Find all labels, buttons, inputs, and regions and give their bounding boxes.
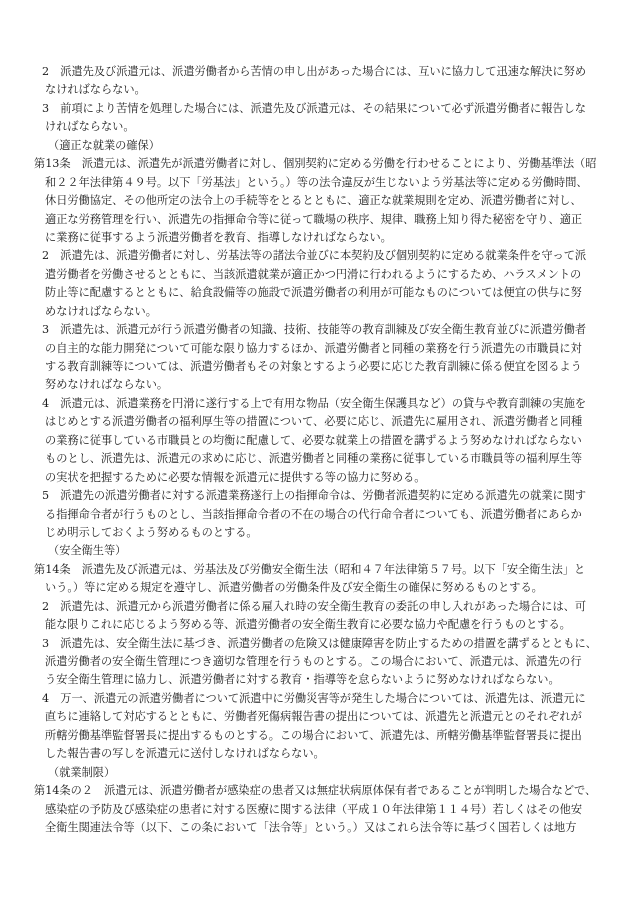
document-line: 休日労働協定、その他所定の法令上の手続等をとるとともに、適正な就業規則を定め、派遣労働者に対し、 [45, 194, 582, 208]
item-first-line: 5 派遣先の派遣労働者に対する派遣業務遂行上の指揮命令は、労働者派遣契約に定める派遣先の就業に関す [42, 489, 587, 503]
item-first-line: 2 派遣先は、派遣元から派遣労働者に係る雇入れ時の安全衛生教育の委託の申し入れがあった場合には、可 [42, 599, 587, 613]
item-first-line: 2 派遣先及び派遣元は、派遣労働者から苦情の申し出があった場合には、互いに協力して迅速な解決に努め [42, 65, 587, 78]
document-line: ものとし、派遣先は、派遣元の求めに応じ、派遣労働者と同種の業務に従事している市職員等の福利厚生等 [45, 452, 583, 466]
document-line: の自主的な能力開発について可能な限り協力するほか、派遣労働者と同種の業務を行う派遣先の市職員に対 [45, 341, 582, 355]
document-line: う安全衛生管理に協力し、派遣労働者に対する教育・指導等を怠らないように努めなければならない。 [45, 673, 560, 687]
article-first-line: 第14条 派遣先及び派遣元は、労基法及び労働安全衛生法（昭和４７年法律第５７号。以下「安全衛生法」と [34, 562, 586, 576]
document-line: する教育訓練等については、派遣労働者もその対象とするよう必要に応じた教育訓練に係る便宜を図るよう [45, 360, 582, 373]
document-line: の実状を把握するために必要な情報を派遣元に提供する等の協力に努める。 [45, 470, 426, 484]
document-line: した報告書の写しを派遣元に送付しなければならない。 [45, 747, 325, 761]
document-line: なければならない。 [45, 83, 146, 97]
item-first-line: 4 派遣元は、派遣業務を円滑に遂行する上で有用な物品（安全衛生保護具など）の貸与や教育訓練の実施を [42, 396, 587, 410]
item-first-line: 3 派遣先は、安全衛生法に基づき、派遣労働者の危険又は健康障害を防止するための措置を講ずるとともに、 [42, 636, 597, 650]
section-heading-line: （適正な就業の確保） [48, 138, 160, 152]
section-heading-line: （安全衛生等） [48, 544, 127, 558]
document-line: 全衛生関連法令等（以下、この条において「法令等」という。）又はこれら法令等に基づく国若しくは地方 [45, 820, 577, 834]
article-first-line: 第14条の２ 派遣元は、派遣労働者が感染症の患者又は無症状病原体保有者であることが判明した場合などで、 [34, 784, 597, 798]
item-first-line: 3 前項により苦情を処理した場合には、派遣先及び派遣元は、その結果について必ず派遣労働者に報告しな [42, 101, 586, 115]
article-first-line: 第13条 派遣元は、派遣先が派遣労働者に対し、個別契約に定める労働を行わせることにより、労働基準法（昭 [34, 157, 597, 171]
document-line: 直ちに連絡して対応するとともに、労働者死傷病報告書の提出については、派遣先と派遣元とのそれぞれが [45, 710, 582, 724]
document-line: いう。）等に定める規定を遵守し、派遣労働者の労働条件及び安全衛生の確保に努めるものとする。 [45, 581, 543, 595]
document-line: 感染症の予防及び感染症の患者に対する医療に関する法律（平成１０年法律第１１４号）若しくはその他安 [45, 802, 583, 816]
document-line: ければならない。 [45, 120, 135, 134]
document-text-body [34, 63, 606, 837]
document-line: めなければならない。 [45, 304, 157, 318]
document-line: に業務に従事するよう派遣労働者を教育、指導しなければならない。 [45, 230, 392, 244]
document-line: じめ明示しておくよう努めるものとする。 [45, 525, 258, 539]
document-line: はじめとする派遣労働者の福利厚生等の措置について、必要に応じ、派遣先に雇用され、派遣労働者と同種 [45, 415, 583, 429]
section-heading-line: （就業制限） [48, 765, 116, 779]
document-line: の業務に従事している市職員との均衡に配慮して、必要な就業上の措置を講ずるよう努めなければならない [45, 433, 582, 447]
document-line: 所轄労働基準監督署長に提出するものとする。この場合において、派遣先は、所轄労働基準監督署長に提出 [45, 728, 582, 742]
document-line: 防止等に配慮するとともに、給食設備等の施設で派遣労働者の利用が可能なものについては便宜の供与に努 [45, 286, 582, 300]
item-first-line: 3 派遣先は、派遣元が行う派遣労働者の知識、技術、技能等の教育訓練及び安全衛生教育並びに派遣労働者 [42, 323, 587, 337]
document-line: 派遣労働者の安全衛生管理につき適切な管理を行うものとする。この場合において、派遣元は、派遣先の行 [45, 655, 582, 668]
item-first-line: 4 万一、派遣元の派遣労働者について派遣中に労働災害等が発生した場合については、派遣先は、派遣元に [42, 691, 586, 705]
document-line: 能な限りこれに応じるよう努める等、派遣労働者の安全衛生教育に必要な協力や配慮を行うものとする。 [45, 618, 571, 632]
item-first-line: 2 派遣先は、派遣労働者に対し、労基法等の諸法令並びに本契約及び個別契約に定める就業条件を守って派 [42, 249, 587, 263]
document-line: 努めなければならない。 [45, 378, 169, 392]
document-line: 和２２年法律第４９号。以下「労基法」という。）等の法令違反が生じないよう労基法等に定める労働時間、 [45, 175, 588, 189]
document-line: 適正な労務管理を行い、派遣先の指揮命令等に従って職場の秩序、規律、職務上知り得た秘密を守り、適正 [45, 212, 583, 226]
document-line: 遣労働者を労働させるとともに、当該派遣就業が適正かつ円滑に行われるようにするため、ハラスメントの [45, 267, 582, 281]
document-line: る指揮命令者が行うものとし、当該指揮命令者の不在の場合の代行命令者についても、派遣労働者にあらか [45, 507, 582, 521]
